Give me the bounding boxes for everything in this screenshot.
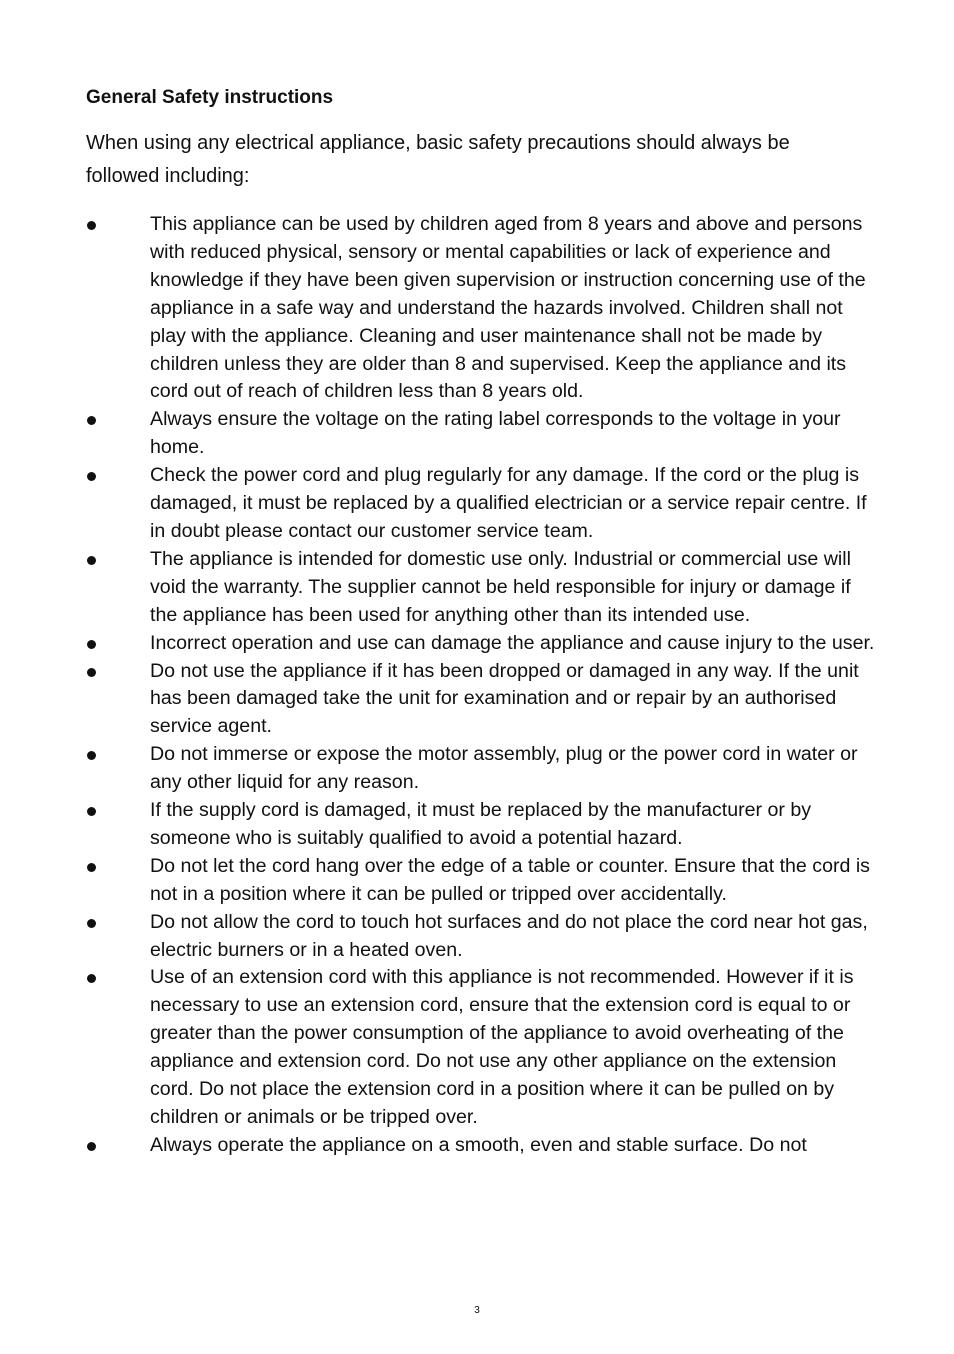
list-item-text: If the supply cord is damaged, it must be replaced by the manufacturer or by someone who is suitably qualified to avoid a potential hazard. bbox=[150, 799, 812, 849]
list-item bbox=[86, 211, 876, 406]
list-item-text: Always ensure the voltage on the rating label corresponds to the voltage in your home. bbox=[150, 408, 841, 459]
list-item bbox=[86, 741, 876, 797]
list-item bbox=[86, 546, 876, 630]
bullet-icon bbox=[87, 974, 96, 983]
list-item-text: Do not immerse or expose the motor assembly, plug or the power cord in water or any other liquid for any reason. bbox=[150, 743, 858, 794]
list-item-text: The appliance is intended for domestic use only. Industrial or commercial use will void the warranty. The supplier cannot be held responsible for injury or damage if the appliance has been used for anything other than its intended use. bbox=[150, 547, 851, 626]
list-item-text: Incorrect operation and use can damage the appliance and cause injury to the user. bbox=[150, 631, 875, 654]
list-item-text: Check the power cord and plug regularly for any damage. If the cord or the plug is damaged, it must be replaced by a qualified electrician or a service repair centre. If in doubt please contact our customer service team. bbox=[150, 464, 867, 542]
list-item-text: This appliance can be used by children aged from 8 years and above and persons with reduced physical, sensory or mental capabilities or lack of experience and knowledge if they have been given supervision or instruction concerning use of the appliance in a safe way and understand the hazards involved. Children shall not play with the appliance. Cleaning and user maintenance shall not be made by children unless they are older than 8 and supervised. Keep the appliance and its cord out of reach of children less than 8 years old. bbox=[150, 213, 866, 403]
list-item bbox=[86, 964, 876, 1131]
bullet-icon bbox=[87, 221, 96, 230]
list-item bbox=[86, 853, 876, 909]
page-number: 3 bbox=[474, 1305, 480, 1316]
list-item bbox=[86, 797, 876, 853]
list-item bbox=[86, 462, 876, 546]
list-item-text: Do not let the cord hang over the edge of a table or counter. Ensure that the cord is not in a position where it can be pulled or tripped over accidentally. bbox=[150, 854, 870, 905]
list-item bbox=[86, 406, 876, 462]
bullet-icon bbox=[87, 668, 96, 677]
list-item-text: Use of an extension cord with this appliance is not recommended. However if it is necessary to use an extension cord, ensure that the extension cord is equal to or greater than the power consumption of the appliance to avoid overheating of the appliance and extension cord. Do not use any other appliance on the extension cord. Do not place the extension cord in a position where it can be pulled on by children or animals or be tripped over. bbox=[150, 966, 854, 1128]
list-item-text: Do not use the appliance if it has been dropped or damaged in any way. If the unit has been damaged take the unit for examination and or repair by an authorised service agent. bbox=[150, 659, 859, 738]
bullet-icon bbox=[87, 1142, 96, 1151]
bullet-icon bbox=[87, 556, 96, 565]
list-item bbox=[86, 630, 876, 658]
list-item-text: Do not allow the cord to touch hot surfaces and do not place the cord near hot gas, electric burners or in a heated oven. bbox=[150, 910, 868, 961]
bullet-icon bbox=[87, 863, 96, 872]
list-item bbox=[86, 909, 876, 965]
intro-paragraph: When using any electrical appliance, basic safety precautions should always be followed including: bbox=[86, 132, 790, 187]
bullet-icon bbox=[87, 416, 96, 425]
list-item bbox=[86, 658, 876, 742]
safety-bullet-list bbox=[86, 211, 876, 1160]
bullet-icon bbox=[87, 472, 96, 481]
list-item-text: Always operate the appliance on a smooth, even and stable surface. Do not bbox=[150, 1133, 807, 1156]
list-item bbox=[86, 1132, 876, 1160]
bullet-icon bbox=[87, 919, 96, 928]
section-heading: General Safety instructions bbox=[86, 87, 334, 108]
bullet-icon bbox=[87, 751, 96, 760]
bullet-icon bbox=[87, 807, 96, 816]
bullet-icon bbox=[87, 640, 96, 649]
